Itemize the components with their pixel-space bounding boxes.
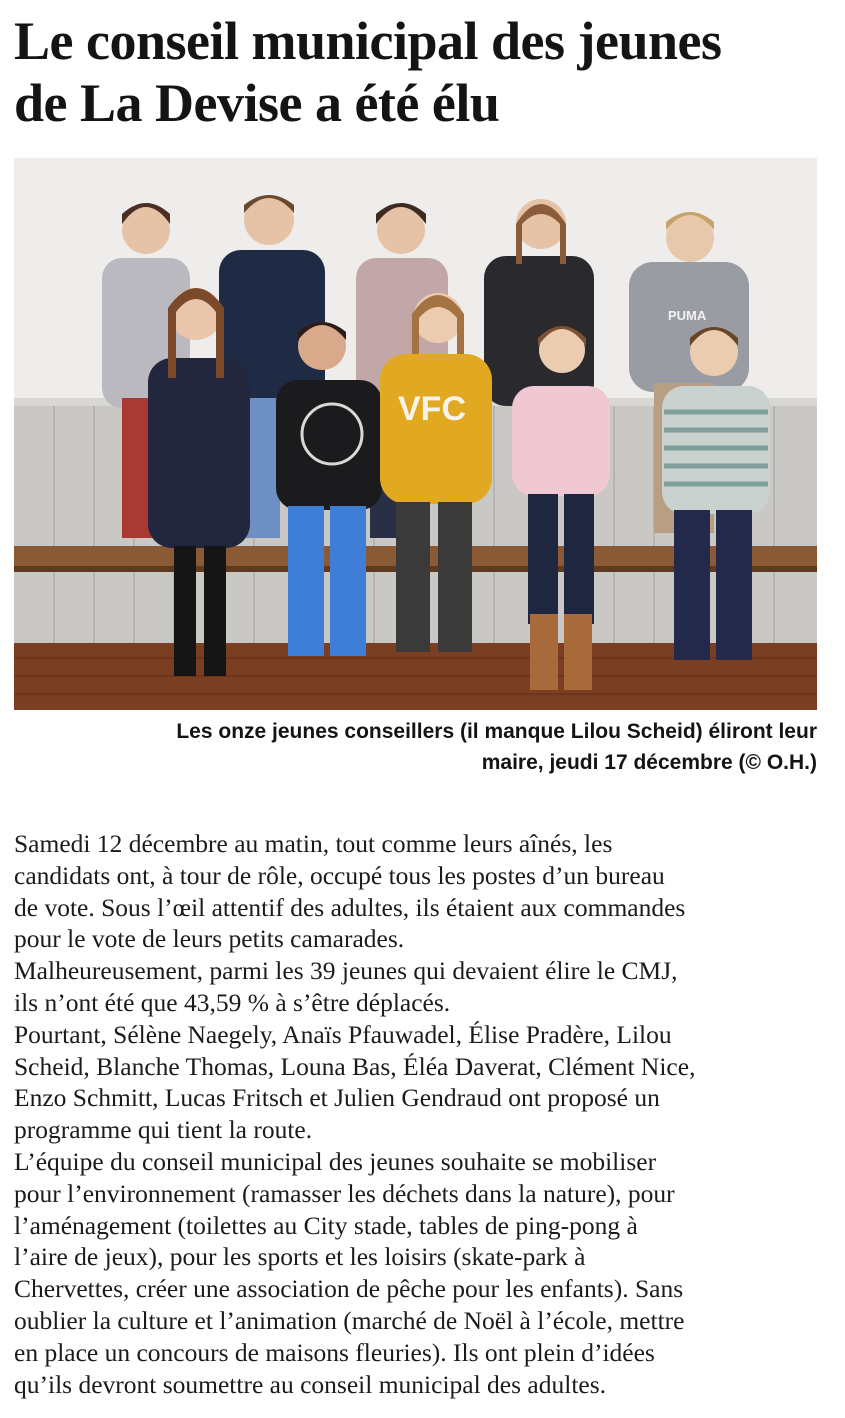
body-line: Pourtant, Sélène Naegely, Anaïs Pfauwadel, Élise Pradère, Lilou <box>14 1019 672 1049</box>
body-line: pour l’environnement (ramasser les déchets dans la nature), pour <box>14 1178 675 1208</box>
body-line: Samedi 12 décembre au matin, tout comme leurs aînés, les <box>14 829 613 858</box>
body-line: Scheid, Blanche Thomas, Louna Bas, Éléa Daverat, Clément Nice, <box>14 1051 696 1081</box>
article-body <box>14 828 834 1400</box>
body-line: l’aire de jeux), pour les sports et les loisirs (skate-park à <box>14 1242 586 1272</box>
body-line: oublier la culture et l’animation (marché de Noël à l’école, mettre <box>14 1305 685 1335</box>
group-photo <box>14 158 817 710</box>
puma-print: PUMA <box>668 308 707 323</box>
body-line: candidats ont, à tour de rôle, occupé tous les postes d’un bureau <box>14 860 665 890</box>
body-line: L’équipe du conseil municipal des jeunes souhaite se mobiliser <box>14 1146 657 1176</box>
body-line: ils n’ont été que 43,59 % à s’être déplacés. <box>14 987 451 1017</box>
body-line: en place un concours de maisons fleuries). Ils ont plein d’idées <box>14 1337 655 1367</box>
caption-line-2: maire, jeudi 17 décembre (© O.H.) <box>481 751 817 774</box>
headline-line-2: de La Devise a été élu <box>14 73 500 133</box>
body-line: Enzo Schmitt, Lucas Fritsch et Julien Gendraud ont proposé un <box>14 1083 660 1113</box>
body-line: qu’ils devront soumettre au conseil municipal des adultes. <box>14 1369 607 1399</box>
headline-line-1: Le conseil municipal des jeunes <box>14 11 722 71</box>
vfc-print: VFC <box>398 390 466 428</box>
body-line: pour le vote de leurs petits camarades. <box>14 924 405 954</box>
caption-line-1: Les onze jeunes conseillers (il manque Lilou Scheid) éliront leur <box>176 720 817 743</box>
body-line: Chervettes, créer une association de pêche pour les enfants). Sans <box>14 1274 684 1304</box>
body-line: l’aménagement (toilettes au City stade, tables de ping-pong à <box>14 1210 638 1240</box>
body-line: Malheureusement, parmi les 39 jeunes qui devaient élire le CMJ, <box>14 956 678 986</box>
group-photo-illustration <box>14 158 817 710</box>
body-line: de vote. Sous l’œil attentif des adultes, ils étaient aux commandes <box>14 892 686 922</box>
body-line: programme qui tient la route. <box>14 1115 313 1145</box>
headline <box>14 10 834 134</box>
photo-caption <box>14 716 817 778</box>
